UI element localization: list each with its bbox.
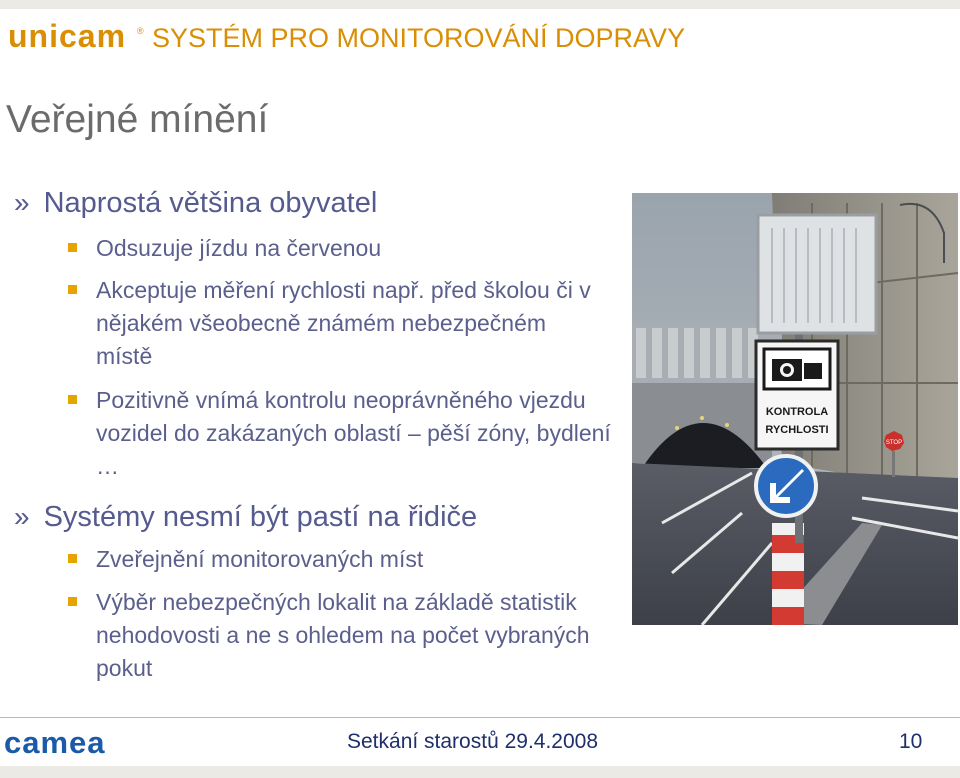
traffic-camera-photo	[632, 193, 958, 625]
bullet-text: Naprostá většina obyvatel	[43, 187, 378, 219]
square-bullet-icon	[68, 597, 77, 606]
sub-bullet	[68, 232, 628, 265]
sub-bullet-text: Pozitivně vnímá kontrolu neoprávněného vjezdu vozidel do zakázaných oblastí – pěší zóny, bydlení …	[96, 387, 611, 479]
chevron-bullet-icon: »	[14, 187, 30, 218]
stop-sign-text: STOP	[885, 440, 903, 446]
header-title: SYSTÉM PRO MONITOROVÁNÍ DOPRAVY	[152, 23, 686, 53]
top-band	[0, 0, 960, 9]
page-title: Veřejné mínění	[6, 98, 269, 141]
bottom-band	[0, 766, 960, 778]
chevron-bullet-icon: »	[14, 501, 30, 532]
square-bullet-icon	[68, 243, 77, 252]
square-bullet-icon	[68, 285, 77, 294]
square-bullet-icon	[68, 554, 77, 563]
square-bullet-icon	[68, 395, 77, 404]
sub-bullet-text: Výběr nebezpečných lokalit na základě statistik nehodovosti a ne s ohledem na počet vybraných pokut	[96, 589, 590, 681]
sign-line1: KONTROLA	[765, 406, 829, 418]
camea-logo-text: camea	[4, 728, 106, 758]
sub-bullet	[68, 586, 628, 685]
page-number: 10	[899, 730, 923, 753]
sign-line2: RYCHLOSTI	[765, 424, 829, 436]
svg-text:®: ®	[137, 26, 144, 36]
sub-bullet-text: Akceptuje měření rychlosti např. před školou či v nějakém všeobecně známém nebezpečném místě	[96, 277, 591, 369]
sub-bullet	[68, 384, 628, 483]
sub-bullet	[68, 274, 608, 373]
bullet-level1	[14, 500, 477, 534]
footer-divider	[0, 717, 960, 718]
bullet-text: Systémy nesmí být pastí na řidiče	[43, 501, 478, 533]
unicam-logo	[6, 22, 146, 52]
camea-logo	[4, 728, 124, 763]
footer-event: Setkání starostů 29.4.2008	[347, 730, 599, 753]
bullet-level1	[14, 186, 377, 220]
sub-bullet	[68, 543, 628, 576]
sub-bullet-text: Zveřejnění monitorovaných míst	[96, 546, 424, 572]
unicam-logo-text: unicam	[8, 22, 127, 52]
sub-bullet-text: Odsuzuje jízdu na červenou	[96, 235, 382, 261]
